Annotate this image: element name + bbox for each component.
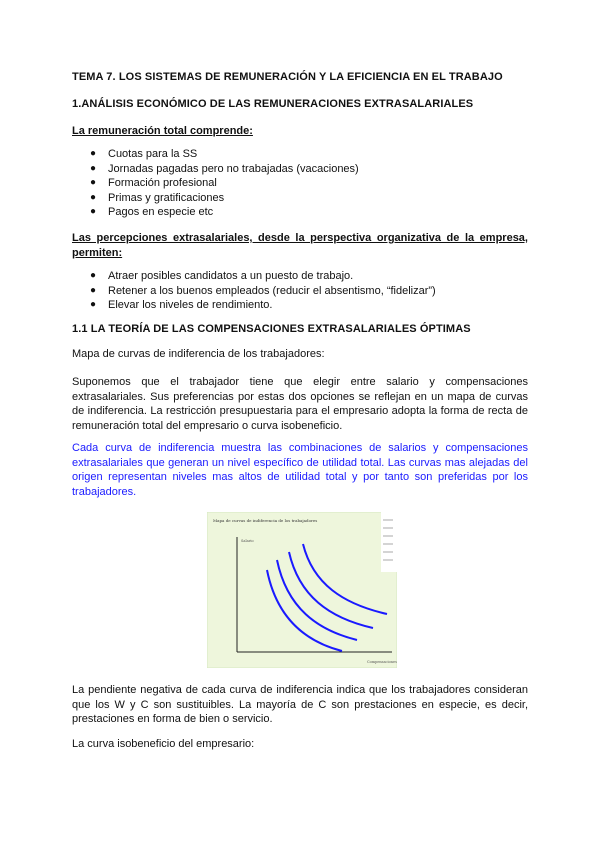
list-item: ● Atraer posibles candidatos a un puesto de trabajo.	[90, 270, 354, 282]
bullet-icon: ●	[90, 162, 97, 174]
x-axis-label: Compensaciones	[367, 660, 397, 664]
paragraph-map: Mapa de curvas de indiferencia de los trabajadores:	[72, 348, 325, 360]
section-heading-1-1: 1.1 LA TEORÍA DE LAS COMPENSACIONES EXTRASALARIALES ÓPTIMAS	[72, 323, 471, 335]
list-item: ● Jornadas pagadas pero no trabajadas (vacaciones)	[90, 162, 359, 175]
indifference-chart	[207, 512, 397, 668]
bullet-icon: ●	[90, 148, 97, 159]
bullet-icon: ●	[90, 270, 97, 281]
list-item: ● Elevar los niveles de rendimiento.	[90, 299, 273, 312]
list-item: ● Formación profesional	[90, 177, 217, 190]
paragraph-suppose: Suponemos que el trabajador tiene que elegir entre salario y compensaciones extrasalariales. Sus preferencias por estas dos opciones se reflejan en un mapa de curvas de indiferencia. La restricción presupuestaria para el empresario adopta la forma de recta de remuneración total del empresario o curva isobeneficio.	[72, 376, 528, 432]
bullet-icon: ●	[90, 284, 97, 296]
bullet-icon: ●	[90, 191, 97, 203]
chart-caption: Mapa de curvas de indiferencia de los trabajadores	[213, 518, 318, 523]
remuneration-list	[72, 147, 528, 220]
list-item: ● Primas y gratificaciones	[90, 191, 225, 204]
chart-background	[207, 512, 397, 668]
list1-heading: La remuneración total comprende:	[72, 125, 253, 137]
bullet-icon: ●	[90, 299, 97, 311]
paragraph-slope: La pendiente negativa de cada curva de indiferencia indica que los trabajadores consideran que los W y C son sustituibles. La mayoría de C son prestaciones en especie, es decir, prestaciones en forma de bien o servicio.	[72, 684, 528, 725]
paragraph-indifference: Cada curva de indiferencia muestra las combinaciones de salarios y compensaciones extrasalariales que generan un nivel específico de utilidad total. Las curvas mas alejadas del origen representan niveles mas altos de utilidad total y por tanto son preferidas por los trabajadores.	[72, 442, 528, 498]
list-item: ● Pagos en especie etc	[90, 206, 214, 219]
perceptions-list	[72, 269, 528, 313]
y-axis-label: Salario	[241, 539, 254, 543]
list-item: ● Cuotas para la SS	[90, 148, 198, 160]
indifference-curves-figure	[207, 512, 397, 668]
bullet-icon: ●	[90, 206, 97, 218]
paragraph-isobenefit: La curva isobeneficio del empresario:	[72, 738, 255, 750]
list2-heading: Las percepciones extrasalariales, desde la perspectiva organizativa de la empresa, permiten:	[72, 232, 528, 259]
document-title: TEMA 7. LOS SISTEMAS DE REMUNERACIÓN Y LA EFICIENCIA EN EL TRABAJO	[72, 71, 503, 83]
bullet-icon: ●	[90, 177, 97, 189]
list-item: ● Retener a los buenos empleados (reducir el absentismo, “fidelizar”)	[90, 284, 436, 297]
section-heading-1: 1.ANÁLISIS ECONÓMICO DE LAS REMUNERACIONES EXTRASALARIALES	[72, 98, 474, 110]
